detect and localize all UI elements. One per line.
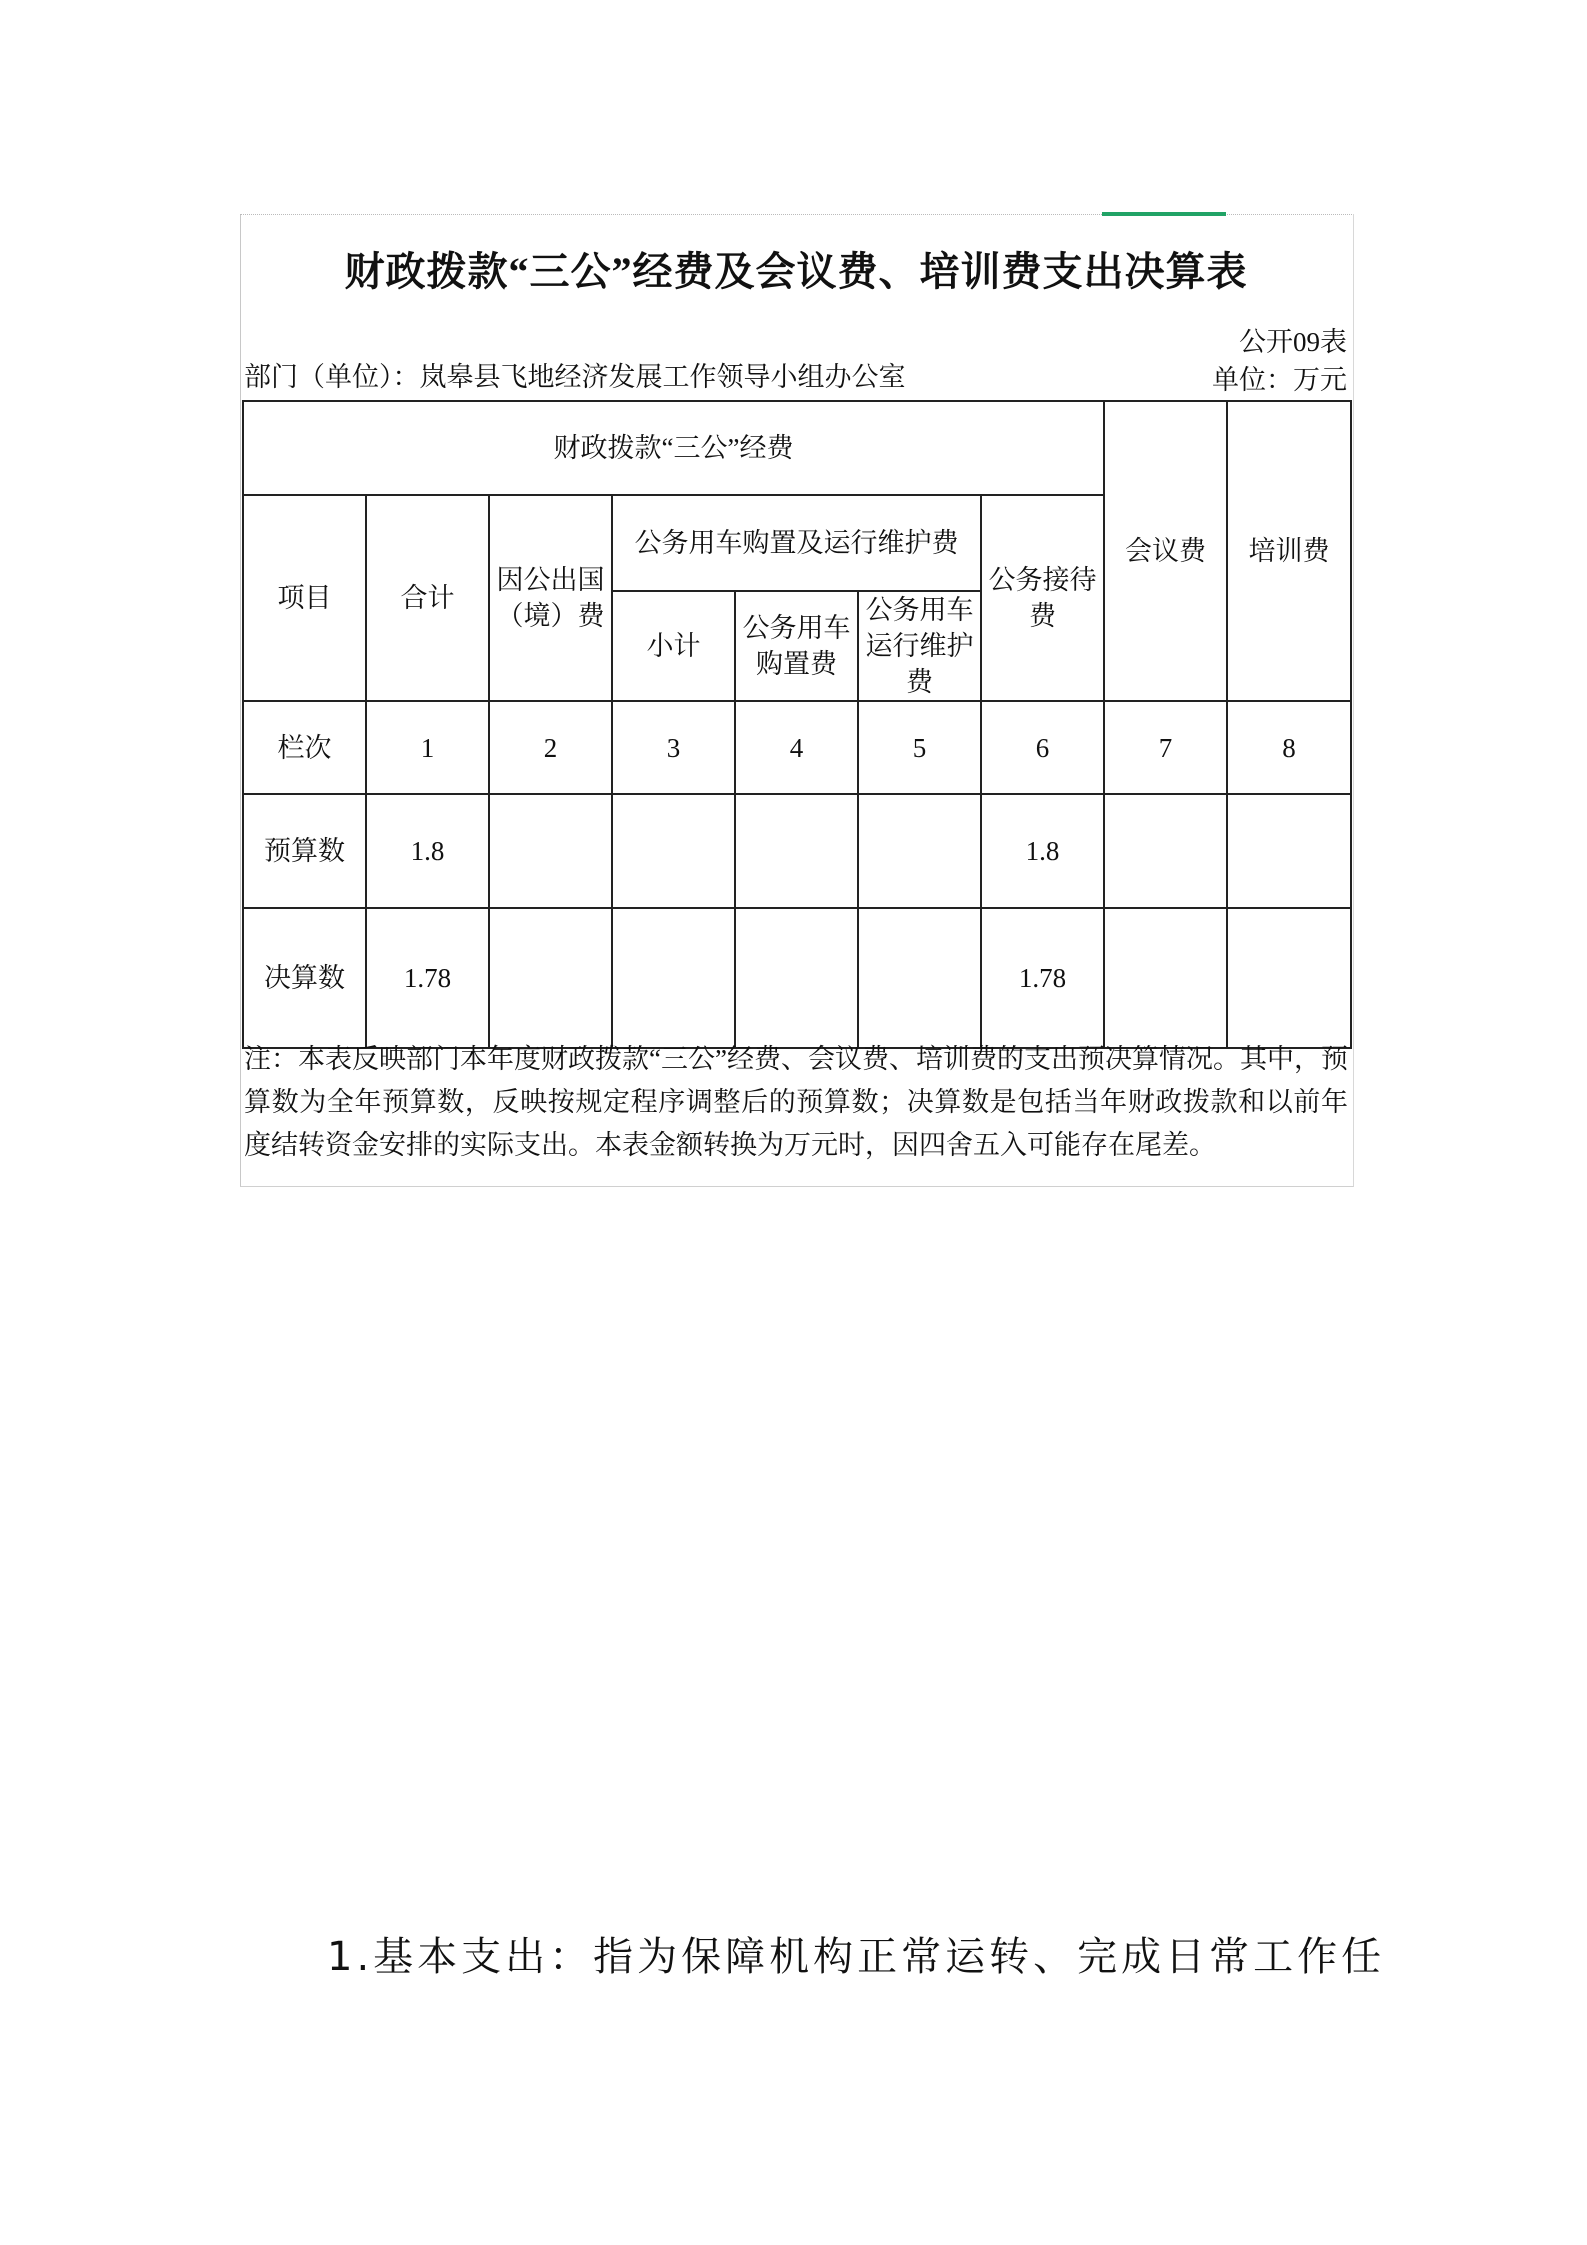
table-cell — [489, 794, 612, 908]
header-operation-line1: 公务用车 — [865, 595, 974, 625]
table-cell: 7 — [1104, 701, 1227, 794]
row-label: 决算数 — [243, 908, 366, 1048]
table-row — [243, 908, 1351, 1048]
unit-label: 单位：万元 — [1212, 365, 1347, 395]
header-training: 培训费 — [1227, 401, 1351, 701]
selected-cell-indicator — [1102, 212, 1226, 216]
form-number: 公开09表 — [1239, 327, 1347, 357]
table-cell — [858, 908, 981, 1048]
table-cell — [1227, 794, 1351, 908]
header-item: 项目 — [243, 495, 366, 701]
department-label: 部门（单位）：岚皋县飞地经济发展工作领导小组办公室 — [244, 362, 906, 392]
table-cell — [735, 908, 858, 1048]
table-cell: 8 — [1227, 701, 1351, 794]
table-cell — [612, 794, 735, 908]
header-meeting: 会议费 — [1104, 401, 1227, 701]
header-reception: 公务接待费 — [981, 495, 1104, 701]
table-cell: 5 — [858, 701, 981, 794]
table-cell: 1 — [366, 701, 489, 794]
table-cell: 3 — [612, 701, 735, 794]
header-vehicle-purchase — [735, 591, 858, 701]
header-operation-line2: 运行维护费 — [865, 631, 974, 697]
header-purchase-line2: 购置费 — [756, 649, 837, 679]
table-cell: 1.78 — [366, 908, 489, 1048]
header-abroad-line1: 因公出国 — [496, 565, 605, 595]
table-cell — [1104, 794, 1227, 908]
table-cell — [858, 794, 981, 908]
table-cell: 1.78 — [981, 908, 1104, 1048]
row-label: 栏次 — [243, 701, 366, 794]
table-cell: 1.8 — [981, 794, 1104, 908]
body-paragraph: 1.基本支出：指为保障机构正常运转、完成日常工作任 — [327, 1934, 1386, 1980]
table-cell — [735, 794, 858, 908]
table-cell: 4 — [735, 701, 858, 794]
row-label: 预算数 — [243, 794, 366, 908]
table-cell — [1227, 908, 1351, 1048]
table-row — [243, 794, 1351, 908]
table-cell: 1.8 — [366, 794, 489, 908]
table-cell — [489, 908, 612, 1048]
header-abroad-line2: （境）费 — [496, 601, 605, 631]
header-total: 合计 — [366, 495, 489, 701]
header-purchase-line1: 公务用车 — [742, 613, 851, 643]
table-title: 财政拨款“三公”经费及会议费、培训费支出决算表 — [344, 249, 1248, 294]
table-note: 注：本表反映部门本年度财政拨款“三公”经费、会议费、培训费的支出预决算情况。其中，预算数为全年预算数，反映按规定程序调整后的预算数；决算数是包括当年财政拨款和以前年度结转资金安排的实际支出。本表金额转换为万元时，因四舍五入可能存在尾差。 — [244, 1044, 1348, 1160]
table-cell: 6 — [981, 701, 1104, 794]
header-vehicle-operation — [858, 591, 981, 701]
table-cell: 2 — [489, 701, 612, 794]
table-row — [243, 701, 1351, 794]
header-abroad — [489, 495, 612, 701]
header-vehicle: 公务用车购置及运行维护费 — [612, 495, 981, 591]
header-subtotal: 小计 — [612, 591, 735, 701]
header-group-three-public: 财政拨款“三公”经费 — [243, 401, 1104, 495]
table-cell — [612, 908, 735, 1048]
expense-table — [242, 400, 1352, 1049]
table-cell — [1104, 908, 1227, 1048]
